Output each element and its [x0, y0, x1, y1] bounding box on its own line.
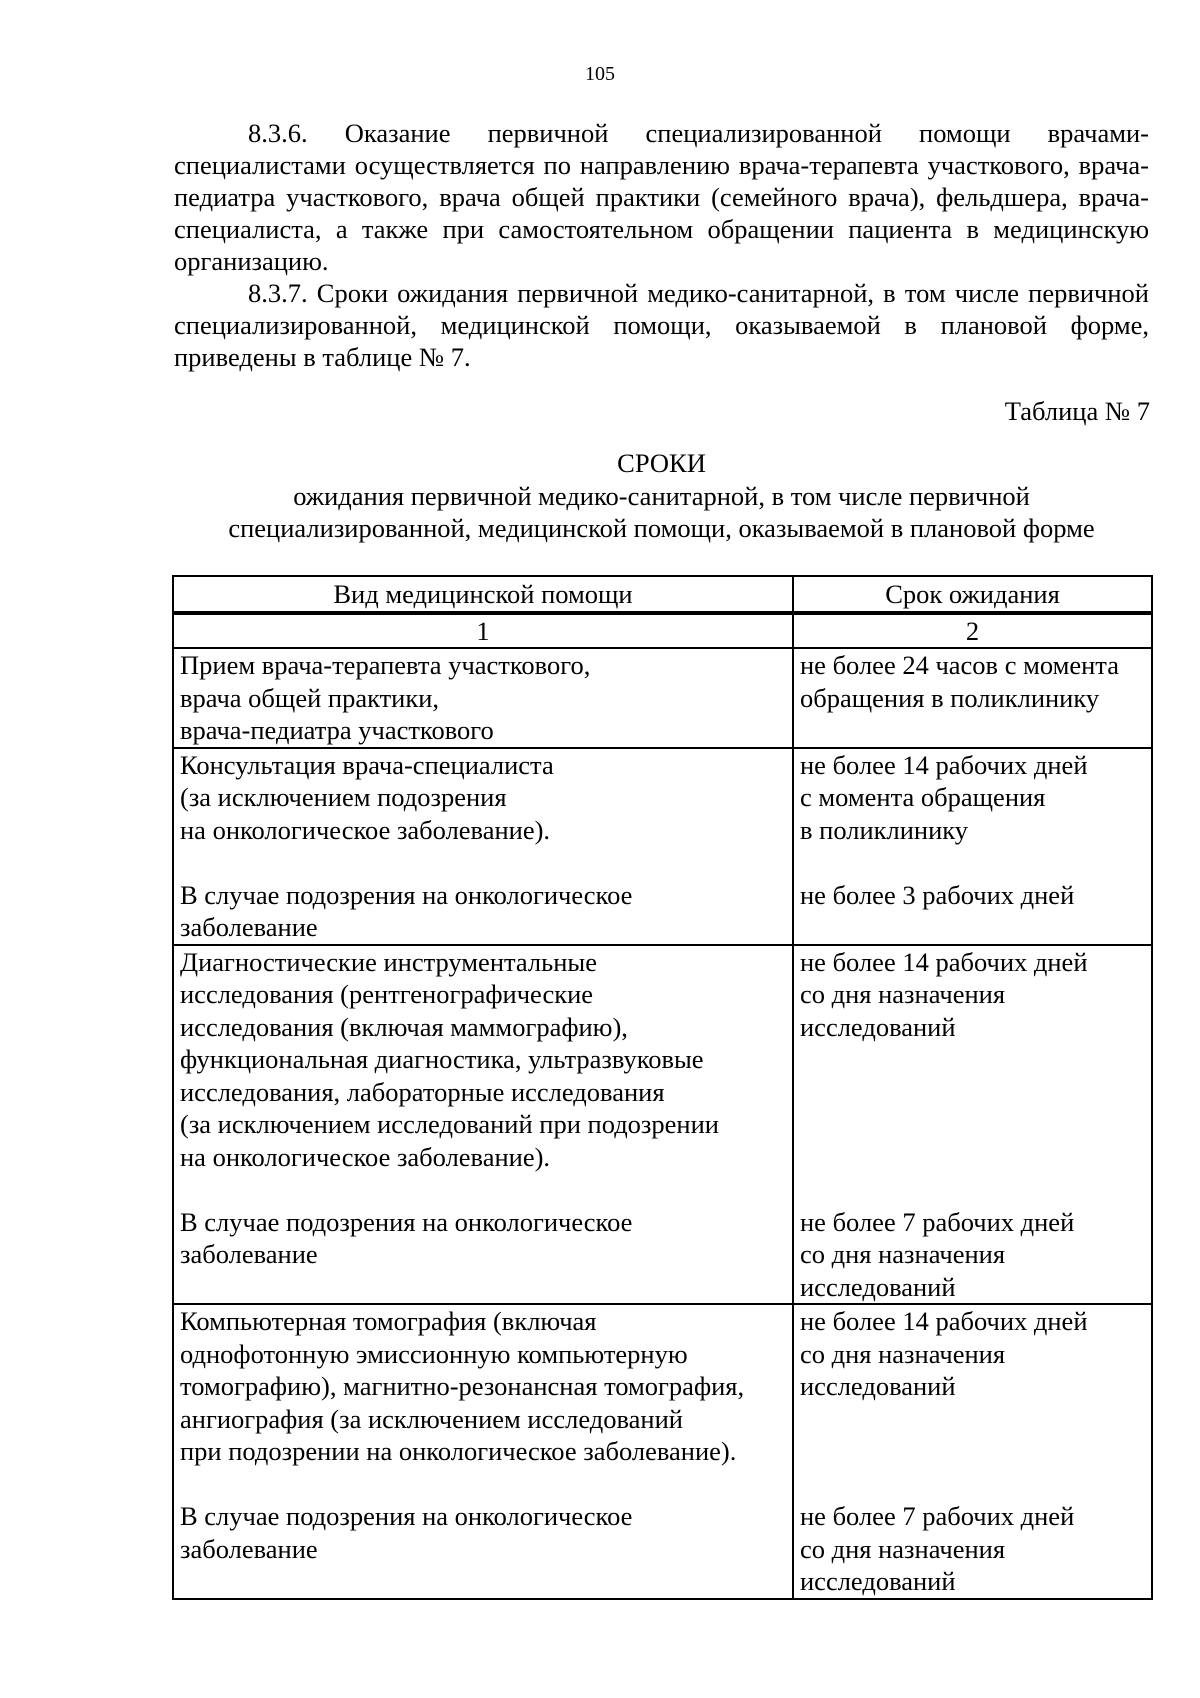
care-type-line: ангиография (за исключением исследований	[180, 1403, 683, 1434]
table-title: СРОКИ	[617, 448, 706, 478]
block-gap	[800, 1468, 1145, 1501]
waiting-term-line	[800, 1435, 1145, 1468]
header-waiting-term: Срок ожидания	[793, 576, 1152, 613]
waiting-term-line: со дня назначения	[800, 1533, 1006, 1564]
waiting-term-line: с момента обращения	[800, 782, 1046, 812]
care-type-line: исследования, лабораторные исследования	[180, 1076, 665, 1107]
waiting-term-line: обращения в поликлинику	[800, 682, 1100, 713]
waiting-term-line	[800, 911, 1145, 944]
care-type-line	[180, 1565, 786, 1598]
care-type-cell	[173, 945, 793, 1305]
table-row	[173, 1304, 1152, 1599]
table-subtitle-line-2: специализированной, медицинской помощи, оказываемой в плановой форме	[228, 513, 1095, 543]
column-number-2: 2	[793, 613, 1152, 649]
table-reference-label: Таблица № 7	[1004, 396, 1150, 426]
block-gap	[180, 846, 786, 879]
block-gap	[800, 1173, 1145, 1206]
waiting-term-line: со дня назначения	[800, 1338, 1006, 1369]
paragraph-8-3-6: 8.3.6. Оказание первичной специализированной помощи врачами-специалистами осуществляется по направлению врача-терапевта участкового, врача-педиатра участкового, врача общей практики (семейного врача), фельдшера, врача-специалиста, а также при самостоятельном обращении пациента в медицинскую организацию.	[174, 118, 1149, 276]
waiting-term-line: в поликлинику	[800, 814, 969, 845]
waiting-term-line	[800, 1076, 1145, 1109]
waiting-term-line: исследований	[800, 1011, 956, 1042]
care-type-line: при подозрении на онкологическое заболевание).	[180, 1436, 737, 1466]
care-type-line: однофотонную эмиссионную компьютерную	[180, 1338, 688, 1369]
waiting-term-line: не более 14 рабочих дней	[800, 1306, 1088, 1336]
care-type-line: функциональная диагностика, ультразвуковые	[180, 1044, 704, 1074]
waiting-term-cell	[793, 945, 1152, 1305]
waiting-times-table	[172, 575, 1153, 1600]
care-type-line: Диагностические инструментальные	[180, 946, 597, 977]
care-type-line: (за исключением исследований при подозрении	[180, 1109, 719, 1139]
block-gap	[180, 1468, 786, 1501]
waiting-term-line	[800, 1108, 1145, 1141]
page-number: 105	[585, 63, 615, 85]
care-type-line: заболевание	[180, 1239, 318, 1269]
care-type-line: на онкологическое заболевание).	[180, 1141, 551, 1172]
waiting-term-line: не более 24 часов с момента	[800, 650, 1119, 680]
care-type-line: (за исключением подозрения	[180, 782, 507, 812]
waiting-term-line	[800, 1043, 1145, 1076]
header-care-type: Вид медицинской помощи	[173, 576, 793, 613]
waiting-term-line: не более 3 рабочих дней	[800, 879, 1075, 910]
waiting-term-cell	[793, 648, 1152, 748]
waiting-term-cell	[793, 748, 1152, 945]
care-type-line: Прием врача-терапевта участкового,	[180, 650, 591, 680]
care-type-line: врача-педиатра участкового	[180, 715, 494, 745]
care-type-cell	[173, 1304, 793, 1599]
column-number-1: 1	[173, 613, 793, 649]
waiting-term-line: со дня назначения	[800, 1239, 1006, 1269]
table-row	[173, 648, 1152, 748]
care-type-line: В случае подозрения на онкологическое	[180, 1501, 633, 1531]
care-type-cell	[173, 748, 793, 945]
care-type-line: заболевание	[180, 1533, 318, 1564]
care-type-line	[180, 1271, 786, 1304]
care-type-line: исследования (включая маммографию),	[180, 1011, 628, 1042]
waiting-term-line: не более 14 рабочих дней	[800, 749, 1088, 780]
table-subtitle-line-1: ожидания первичной медико-санитарной, в том числе первичной	[293, 481, 1030, 511]
care-type-line: томографию), магнитно-резонансная томография,	[180, 1371, 745, 1401]
waiting-term-line: не более 14 рабочих дней	[800, 946, 1088, 977]
care-type-cell	[173, 648, 793, 748]
waiting-term-line: со дня назначения	[800, 979, 1006, 1009]
waiting-term-line	[800, 1141, 1145, 1174]
waiting-term-line: исследований	[800, 1271, 956, 1302]
waiting-term-line: исследований	[800, 1566, 956, 1596]
waiting-term-line: исследований	[800, 1371, 956, 1401]
care-type-line: Консультация врача-специалиста	[180, 749, 554, 780]
care-type-line: исследования (рентгенографические	[180, 979, 594, 1009]
waiting-term-line	[800, 714, 1145, 747]
waiting-term-line	[800, 1403, 1145, 1436]
waiting-term-line: не более 7 рабочих дней	[800, 1501, 1075, 1531]
care-type-line: Компьютерная томография (включая	[180, 1306, 597, 1336]
block-gap	[800, 846, 1145, 879]
care-type-line: В случае подозрения на онкологическое	[180, 1206, 633, 1237]
block-gap	[180, 1173, 786, 1206]
table-header-row	[173, 576, 1152, 613]
paragraph-8-3-7: 8.3.7. Сроки ожидания первичной медико-санитарной, в том числе первичной специализированной, медицинской помощи, оказываемой в плановой форме, приведены в таблице № 7.	[174, 278, 1149, 372]
table-row	[173, 748, 1152, 945]
waiting-term-line: не более 7 рабочих дней	[800, 1206, 1075, 1237]
care-type-line: врача общей практики,	[180, 682, 440, 713]
care-type-line: заболевание	[180, 912, 318, 942]
table-title-block	[174, 446, 1149, 544]
care-type-line: на онкологическое заболевание).	[180, 814, 551, 845]
column-number-row	[173, 613, 1152, 649]
care-type-line: В случае подозрения на онкологическое	[180, 879, 633, 910]
waiting-term-cell	[793, 1304, 1152, 1599]
table-row	[173, 945, 1152, 1305]
